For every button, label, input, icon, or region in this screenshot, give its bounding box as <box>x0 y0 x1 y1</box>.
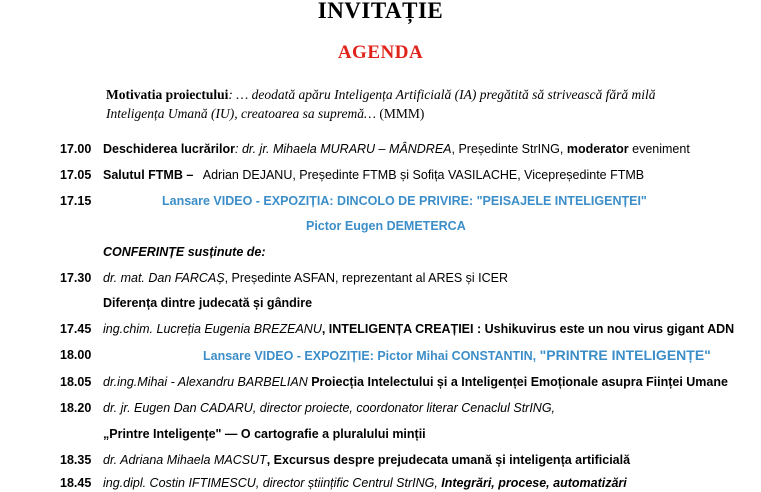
agenda-time: 17.05 <box>60 168 92 182</box>
motivation-label: Motivatia proiectului <box>106 87 229 102</box>
motivation-text: : … deodată apăru Inteligența Artificială (IA) pregătită să strivească fără milă Inteligența Umană (IU), creatoarea sa supremă… <box>106 87 656 121</box>
motivation-suffix: (MMM) <box>379 106 425 121</box>
agenda-item <box>103 476 627 490</box>
agenda-item-speaker: Adrian DEJANU, Președinte FTMB și Sofița VASILACHE, Vicepreședinte FTMB <box>202 168 645 182</box>
agenda-item-topic: Integrări, procese, automatizări <box>441 476 627 490</box>
agenda-item-topic: , Excursus despre prejudecata umană și inteligența artificială <box>266 453 631 467</box>
agenda-item <box>103 322 734 336</box>
agenda-item-speaker: dr. mat. Dan FARCAȘ <box>103 271 225 285</box>
agenda-time: 18.20 <box>60 401 92 415</box>
agenda-item-detail: , Președinte ASFAN, reprezentant al ARES și ICER <box>224 271 509 285</box>
agenda-item-speaker: : dr. jr. Mihaela MURARU – MÂNDREA <box>235 142 452 156</box>
agenda-item-topic: „Printre Inteligențe" — O cartografie a pluralului minții <box>103 427 426 441</box>
agenda-item-topic: , INTELIGENȚA CREAȚIEI : Ushikuvirus este un nou virus gigant ADN <box>321 322 735 336</box>
agenda-item-artist: Pictor Eugen DEMETERCA <box>306 219 466 233</box>
agenda-item-detail: , Președinte StrING, <box>451 142 567 156</box>
agenda-item-speaker: dr.ing.Mihai - Alexandru BARBELIAN <box>103 375 308 389</box>
motivation-paragraph <box>106 85 711 123</box>
agenda-item <box>103 168 644 182</box>
agenda-item-title: Deschiderea lucrărilor <box>103 142 236 156</box>
agenda-item-speaker: ing.dipl. Costin IFTIMESCU, director științific Centrul StrING, <box>103 476 442 490</box>
agenda-time: 18.00 <box>60 348 92 362</box>
agenda-item-launch <box>203 347 711 363</box>
agenda-item-title: Lansare VIDEO - EXPOZIȚIE: Pictor Mihai CONSTANTIN, <box>203 349 540 363</box>
agenda-item-exhibition: "PRINTRE INTELIGENȚE" <box>539 347 711 363</box>
agenda-time: 17.45 <box>60 322 92 336</box>
agenda-time: 17.00 <box>60 142 92 156</box>
agenda-heading: AGENDA <box>337 42 424 63</box>
agenda-time: 17.15 <box>60 194 92 208</box>
agenda-item-topic: Diferența dintre judecată și gândire <box>103 296 313 310</box>
agenda-item-role: moderator <box>566 142 629 156</box>
agenda-item-speaker: dr. jr. Eugen Dan CADARU, director proiecte, coordonator literar Cenaclul StrING, <box>103 401 556 415</box>
agenda-time: 17.30 <box>60 271 92 285</box>
agenda-item <box>103 271 508 285</box>
agenda-item-detail: eveniment <box>628 142 690 156</box>
invitation-title: INVITAȚIE <box>317 0 444 23</box>
agenda-item-topic: Proiecția Intelectului și a Inteligenței Emoționale asupra Ființei Umane <box>307 375 728 389</box>
agenda-item-speaker: ing.chim. Lucreția Eugenia BREZEANU <box>103 322 322 336</box>
agenda-time: 18.45 <box>60 476 92 490</box>
agenda-item-title: Salutul FTMB – <box>103 168 197 182</box>
agenda-item <box>103 453 630 467</box>
agenda-time: 18.35 <box>60 453 92 467</box>
agenda-item-speaker: dr. Adriana Mihaela MACSUT <box>103 453 267 467</box>
agenda-item <box>103 142 690 156</box>
agenda-item-launch: Lansare VIDEO - EXPOZIȚIA: DINCOLO DE PRIVIRE: "PEISAJELE INTELIGENȚEI" <box>162 194 647 208</box>
agenda-item <box>103 375 728 389</box>
conferences-heading: CONFERINȚE susținute de: <box>103 245 266 259</box>
agenda-time: 18.05 <box>60 375 92 389</box>
